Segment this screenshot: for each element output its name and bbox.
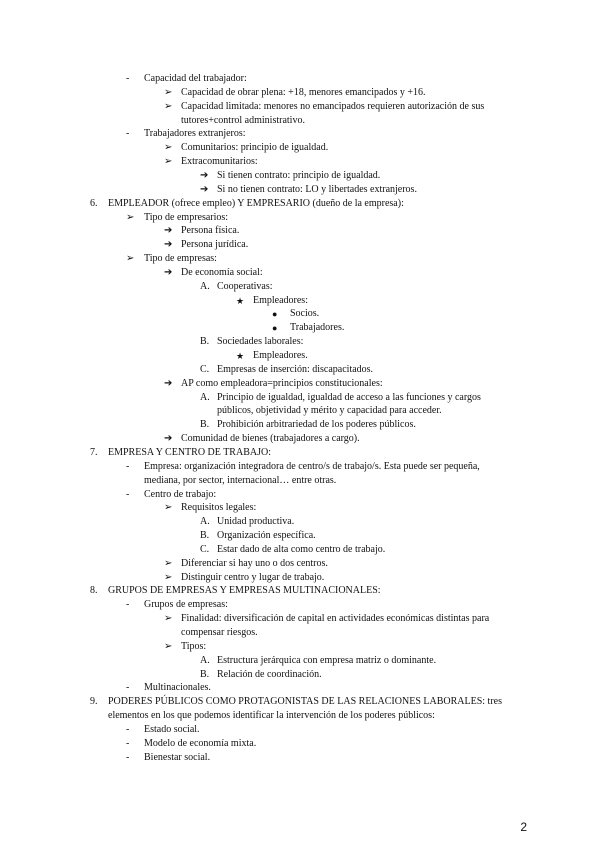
line-text: Comunitarios: principio de igualdad. — [181, 142, 329, 154]
arrowhead-list-item — [0, 156, 600, 169]
arrowhead-list-item — [0, 212, 600, 225]
bullet-list-item — [0, 308, 600, 321]
section-number: 6. — [90, 197, 98, 209]
line-text: mediana, por sector, internacional… entre otras. — [144, 474, 337, 486]
continuation-line — [0, 115, 600, 128]
arrow-list-item — [0, 184, 600, 197]
line-text: Bienestar social. — [144, 751, 211, 763]
line-text: Si no tienen contrato: LO y libertades extranjeros. — [217, 183, 417, 195]
line-text: Prohibición arbitrariedad de los poderes públicos. — [217, 419, 416, 431]
right-arrow-icon: ➔ — [164, 433, 173, 445]
lettered-list-item — [0, 669, 600, 682]
numbered-heading — [0, 585, 600, 598]
letter-marker: C. — [200, 363, 210, 375]
arrowhead-list-item — [0, 572, 600, 585]
lettered-list-item — [0, 419, 600, 432]
letter-marker: C. — [200, 543, 210, 555]
line-text: EMPLEADOR (ofrece empleo) Y EMPRESARIO (dueño de la empresa): — [108, 197, 404, 209]
dash-list-item — [0, 489, 600, 502]
arrowhead-bullet-icon: ➢ — [164, 142, 173, 154]
arrowhead-list-item — [0, 253, 600, 266]
continuation-line — [0, 627, 600, 640]
lettered-list-item — [0, 336, 600, 349]
right-arrow-icon: ➔ — [164, 266, 173, 278]
line-text: De economía social: — [181, 266, 263, 278]
right-arrow-icon: ➔ — [164, 225, 173, 237]
line-text: Grupos de empresas: — [144, 599, 228, 611]
arrow-list-item — [0, 170, 600, 183]
dash-list-item — [0, 738, 600, 751]
dot-bullet-icon: ● — [272, 323, 278, 334]
line-text: Cooperativas: — [217, 280, 273, 292]
arrowhead-bullet-icon: ➢ — [164, 86, 173, 98]
letter-marker: A. — [200, 391, 210, 403]
dash-bullet: - — [126, 751, 130, 763]
line-text: Centro de trabajo: — [144, 488, 217, 500]
section-number: 9. — [90, 696, 98, 708]
arrowhead-list-item — [0, 613, 600, 626]
dash-bullet: - — [126, 723, 130, 735]
line-text: públicos, objetividad y mérito y capacidad para acceder. — [217, 405, 442, 417]
arrowhead-bullet-icon: ➢ — [164, 100, 173, 112]
numbered-heading — [0, 198, 600, 211]
dash-bullet: - — [126, 737, 130, 749]
dash-list-item — [0, 682, 600, 695]
numbered-heading — [0, 696, 600, 709]
arrowhead-bullet-icon: ➢ — [164, 640, 173, 652]
dash-list-item — [0, 128, 600, 141]
line-text: Tipo de empresas: — [144, 253, 217, 265]
arrowhead-bullet-icon: ➢ — [164, 613, 173, 625]
line-text: GRUPOS DE EMPRESAS Y EMPRESAS MULTINACIONALES: — [108, 585, 381, 597]
dash-bullet: - — [126, 682, 130, 694]
lettered-list-item — [0, 530, 600, 543]
line-text: tutores+control administrativo. — [181, 114, 305, 126]
arrow-list-item — [0, 267, 600, 280]
lettered-list-item — [0, 364, 600, 377]
right-arrow-icon: ➔ — [200, 183, 209, 195]
line-text: Distinguir centro y lugar de trabajo. — [181, 571, 325, 583]
dash-list-item — [0, 752, 600, 765]
line-text: Empleadores. — [253, 350, 308, 361]
line-text: AP como empleadora=principios constitucionales: — [181, 377, 383, 389]
line-text: Capacidad limitada: menores no emancipados requieren autorización de sus — [181, 100, 485, 112]
arrowhead-bullet-icon: ➢ — [126, 253, 135, 265]
line-text: Trabajadores extranjeros: — [144, 128, 246, 140]
dash-list-item — [0, 461, 600, 474]
lettered-list-item — [0, 544, 600, 557]
arrow-list-item — [0, 225, 600, 238]
lettered-list-item — [0, 281, 600, 294]
arrowhead-bullet-icon: ➢ — [164, 557, 173, 569]
letter-marker: A. — [200, 516, 210, 528]
star-list-item — [0, 295, 600, 308]
arrowhead-bullet-icon: ➢ — [126, 211, 135, 223]
line-text: Socios. — [290, 308, 320, 320]
line-text: compensar riesgos. — [181, 627, 258, 638]
star-icon: ★ — [236, 295, 245, 306]
line-text: Estructura jerárquica con empresa matriz o dominante. — [217, 654, 437, 666]
line-text: Sociedades laborales: — [217, 336, 304, 348]
line-text: Empleadores: — [253, 294, 308, 306]
letter-marker: A. — [200, 654, 210, 666]
dash-bullet: - — [126, 460, 130, 472]
section-number: 8. — [90, 585, 98, 597]
line-text: Principio de igualdad, igualdad de acceso a las funciones y cargos — [217, 391, 481, 403]
letter-marker: A. — [200, 280, 210, 292]
arrowhead-list-item — [0, 558, 600, 571]
bullet-list-item — [0, 322, 600, 335]
line-text: Persona jurídica. — [181, 239, 249, 251]
page-number: 2 — [520, 820, 527, 834]
dash-bullet: - — [126, 73, 130, 84]
continuation-line — [0, 475, 600, 488]
line-text: Comunidad de bienes (trabajadores a cargo). — [181, 433, 360, 445]
arrowhead-list-item — [0, 641, 600, 654]
letter-marker: B. — [200, 419, 210, 431]
letter-marker: B. — [200, 530, 210, 542]
dot-bullet-icon: ● — [272, 309, 278, 320]
line-text: Si tienen contrato: principio de igualdad. — [217, 169, 381, 181]
line-text: EMPRESA Y CENTRO DE TRABAJO: — [108, 446, 271, 458]
line-text: Diferenciar si hay uno o dos centros. — [181, 557, 328, 569]
arrow-list-item — [0, 433, 600, 446]
numbered-heading — [0, 447, 600, 460]
arrowhead-bullet-icon: ➢ — [164, 571, 173, 583]
dash-list-item — [0, 724, 600, 737]
dash-list-item — [0, 73, 600, 86]
line-text: Capacidad de obrar plena: +18, menores emancipados y +16. — [181, 86, 426, 98]
right-arrow-icon: ➔ — [200, 169, 209, 181]
line-text: PODERES PÚBLICOS COMO PROTAGONISTAS DE LAS RELACIONES LABORALES: tres — [108, 696, 502, 708]
dash-bullet: - — [126, 128, 130, 140]
dash-bullet: - — [126, 488, 130, 500]
line-text: Trabajadores. — [290, 322, 345, 334]
line-text: elementos en los que podemos identificar la intervención de los poderes públicos: — [108, 710, 435, 722]
lettered-list-item — [0, 516, 600, 529]
line-text: Empresa: organización integradora de centro/s de trabajo/s. Esta puede ser pequeña, — [144, 460, 480, 472]
continuation-line — [0, 405, 600, 418]
letter-marker: B. — [200, 668, 210, 680]
arrowhead-list-item — [0, 502, 600, 515]
line-text: Extracomunitarios: — [181, 156, 258, 168]
line-text: Multinacionales. — [144, 682, 211, 694]
lettered-list-item — [0, 655, 600, 668]
right-arrow-icon: ➔ — [164, 239, 173, 251]
line-text: Finalidad: diversificación de capital en actividades económicas distintas para — [181, 613, 490, 625]
line-text: Requisitos legales: — [181, 502, 257, 514]
line-text: Estado social. — [144, 723, 200, 735]
arrowhead-list-item — [0, 87, 600, 100]
line-text: Estar dado de alta como centro de trabajo. — [217, 543, 386, 555]
line-text: Persona física. — [181, 225, 240, 237]
lettered-list-item — [0, 392, 600, 405]
arrowhead-bullet-icon: ➢ — [164, 156, 173, 168]
star-list-item — [0, 350, 600, 363]
line-text: Tipos: — [181, 640, 207, 652]
arrow-list-item — [0, 378, 600, 391]
line-text: Unidad productiva. — [217, 516, 295, 528]
arrow-list-item — [0, 239, 600, 252]
continuation-line — [0, 710, 600, 723]
star-icon: ★ — [236, 351, 245, 361]
line-text: Relación de coordinación. — [217, 668, 322, 680]
dash-list-item — [0, 599, 600, 612]
dash-bullet: - — [126, 599, 130, 611]
arrowhead-list-item — [0, 101, 600, 114]
right-arrow-icon: ➔ — [164, 377, 173, 389]
arrowhead-bullet-icon: ➢ — [164, 502, 173, 514]
letter-marker: B. — [200, 336, 210, 348]
line-text: Organización específica. — [217, 530, 316, 542]
section-number: 7. — [90, 446, 98, 458]
line-text: Capacidad del trabajador: — [144, 73, 247, 84]
line-text: Empresas de inserción: discapacitados. — [217, 363, 374, 375]
arrowhead-list-item — [0, 142, 600, 155]
line-text: Modelo de economía mixta. — [144, 737, 257, 749]
line-text: Tipo de empresarios: — [144, 211, 229, 223]
